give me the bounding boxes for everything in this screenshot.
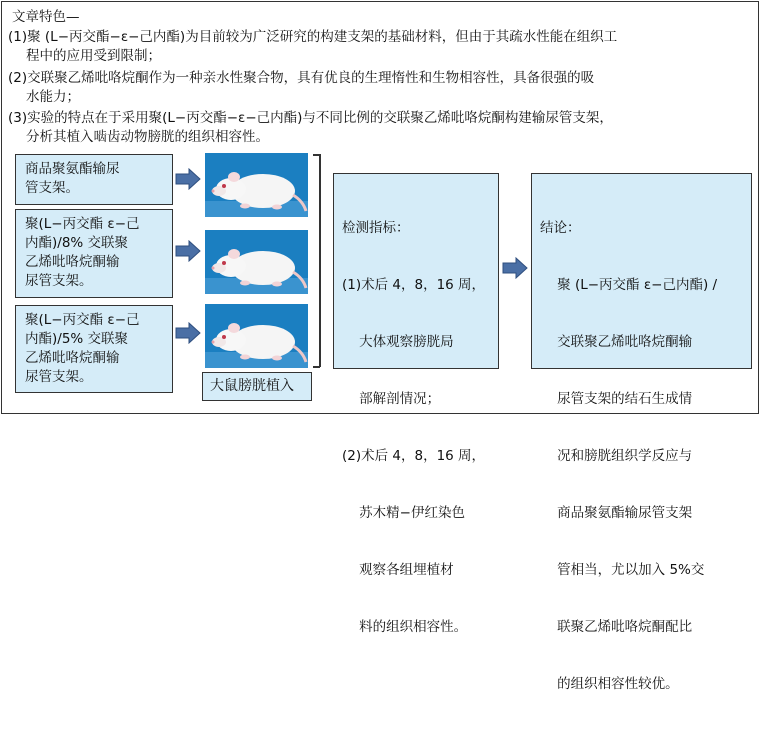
conclusion-heading: 结论：: [540, 220, 581, 236]
group-1-line-1: 商品聚氨酯输尿: [25, 161, 120, 177]
feature-1-line-1: (1)聚 (L−丙交酯−ε−己内酯)为目前较为广泛研究的构建支架的基础材料，但由于其疏水性能在组织工: [8, 29, 618, 45]
conclusion-line: 管相当，尤以加入 5%交: [540, 562, 705, 578]
detection-line: 苏木精−伊红染色: [342, 505, 465, 521]
group-2-line-2: 内酯)/8% 交联聚: [25, 235, 129, 251]
white-rat-image: [205, 153, 308, 217]
conclusion-line: 联聚乙烯吡咯烷酮配比: [540, 619, 693, 635]
right-arrow-icon: [175, 168, 201, 190]
group-box-commercial: [15, 154, 173, 205]
detection-line: (1)术后 4，8，16 周，: [342, 277, 486, 293]
conclusion-line: 聚 (L−丙交酯 ε−己内酯) /: [540, 277, 718, 293]
group-bracket-bottom: [313, 366, 320, 368]
detection-heading: 检测指标：: [342, 220, 410, 236]
white-rat-image: [205, 304, 308, 368]
group-bracket: [319, 154, 321, 367]
feature-2-line-2: 水能力；: [26, 89, 80, 105]
white-rat-image: [205, 230, 308, 294]
group-box-8-percent: [15, 209, 173, 298]
detection-line: 料的组织相容性。: [342, 619, 468, 635]
right-arrow-icon: [175, 240, 201, 262]
feature-3-line-2: 分析其植入啮齿动物膀胱的组织相容性。: [26, 129, 269, 145]
figure-frame: [1, 1, 759, 692]
feature-2-line-1: (2)交联聚乙烯吡咯烷酮作为一种亲水性聚合物，具有优良的生理惰性和生物相容性，具备很强的吸: [8, 70, 595, 86]
implant-label: 大鼠膀胱植入: [210, 378, 294, 394]
detection-line: (2)术后 4，8，16 周，: [342, 448, 486, 464]
conclusion-line: 交联聚乙烯吡咯烷酮输: [540, 334, 693, 350]
detection-line: 大体观察膀胱局: [342, 334, 454, 350]
implant-label-box: [202, 372, 312, 401]
group-2-line-3: 乙烯吡咯烷酮输: [25, 254, 120, 270]
detection-line: 观察各组埋植材: [342, 562, 454, 578]
group-3-line-3: 乙烯吡咯烷酮输: [25, 350, 120, 366]
right-arrow-icon: [175, 322, 201, 344]
group-3-line-1: 聚(L−丙交酯 ε−己: [25, 312, 140, 328]
feature-1-line-2: 程中的应用受到限制；: [26, 48, 161, 64]
group-3-line-2: 内酯)/5% 交联聚: [25, 331, 129, 347]
group-box-5-percent: [15, 305, 173, 393]
group-3-line-4: 尿管支架。: [25, 369, 93, 385]
conclusion-box: [531, 173, 752, 692]
feature-3-line-1: (3)实验的特点在于采用聚(L−丙交酯−ε−己内酯)与不同比例的交联聚乙烯吡咯烷酮构建输尿管支架，: [8, 110, 613, 126]
group-bracket-top: [313, 154, 320, 156]
conclusion-line: 尿管支架的结石生成情: [540, 391, 693, 407]
group-1-line-2: 管支架。: [25, 180, 79, 196]
right-arrow-icon: [502, 257, 528, 279]
detection-box: [333, 173, 499, 635]
detection-line: 部解剖情况；: [342, 391, 441, 407]
conclusion-line: 的组织相容性较优。: [540, 676, 679, 692]
conclusion-line: 况和膀胱组织学反应与: [540, 448, 693, 464]
group-2-line-1: 聚(L−丙交酯 ε−己: [25, 216, 140, 232]
group-2-line-4: 尿管支架。: [25, 273, 93, 289]
features-heading: 文章特色—: [12, 9, 80, 25]
conclusion-line: 商品聚氨酯输尿管支架: [540, 505, 693, 521]
